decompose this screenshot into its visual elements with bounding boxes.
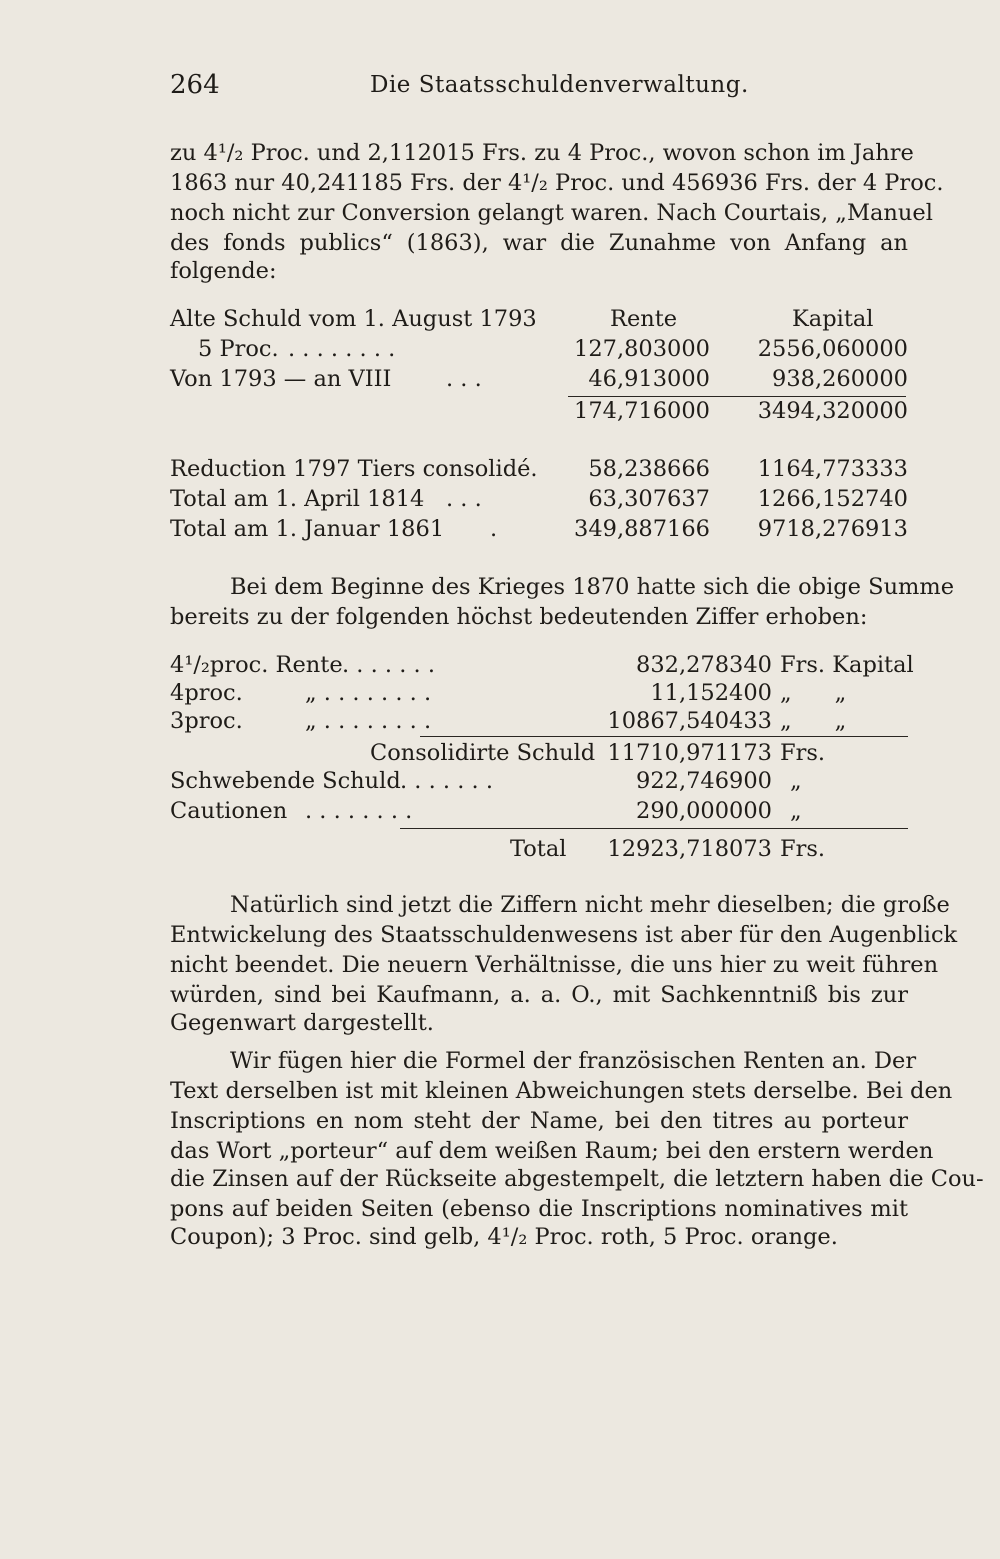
total-rule	[400, 828, 908, 829]
subtotal-rule	[420, 736, 908, 737]
table1-header-kapital: Kapital	[792, 306, 874, 332]
table1-row	[170, 334, 908, 364]
consolidated-unit: Frs.	[780, 740, 826, 766]
para3-line: Entwickelung des Staatsschuldenwesens ist aber für den Augenblick	[170, 922, 958, 948]
row-value: 290,000000	[636, 798, 772, 824]
table1-header-rente: Rente	[610, 306, 678, 332]
table1-row	[170, 514, 908, 544]
para1-line: des fonds publics“ (1863), war die Zunahme von Anfang an	[170, 230, 908, 256]
row-kapital: 1164,773333	[757, 456, 908, 482]
para1-line: noch nicht zur Conversion gelangt waren. Nach Courtais, „Manuel	[170, 200, 933, 226]
total-label: Total	[510, 836, 567, 862]
row-label: 3proc.	[170, 708, 243, 734]
row-rente: 63,307637	[588, 486, 710, 512]
para4-line: Text derselben ist mit kleinen Abweichungen stets derselbe. Bei den	[170, 1078, 953, 1104]
para3-line: würden, sind bei Kaufmann, a. a. O., mit Sachkenntniß bis zur	[170, 982, 908, 1008]
para1-line: folgende:	[170, 258, 277, 284]
para4-line: Inscriptions en nom steht der Name, bei den titres au porteur	[170, 1108, 908, 1134]
table2-row	[170, 678, 908, 708]
row-label: Cautionen	[170, 798, 288, 824]
row-rente: 127,803000	[574, 336, 710, 362]
row-leader: . . . . . . .	[400, 768, 493, 794]
row-leader: . . . . . . . .	[305, 798, 413, 824]
row-label: Von 1793 — an VIII	[170, 366, 392, 392]
total-value: 12923,718073	[607, 836, 772, 862]
row-kapital: 938,260000	[772, 366, 908, 392]
row-unit: „ „	[780, 708, 847, 734]
para4-line: Wir fügen hier die Formel der französischen Renten an. Der	[230, 1048, 917, 1074]
para4-line: das Wort „porteur“ auf dem weißen Raum; bei den erstern werden	[170, 1138, 934, 1164]
table2-consolidated-row	[170, 738, 908, 768]
page-header	[170, 70, 908, 110]
table2-row	[170, 766, 908, 796]
row-unit: Frs. Kapital	[780, 652, 914, 678]
row-label: 5 Proc.	[198, 336, 279, 362]
para1-line: zu 4¹/₂ Proc. und 2,112015 Frs. zu 4 Proc., wovon schon im Jahre	[170, 140, 914, 166]
row-label: Reduction 1797 Tiers consolidé.	[170, 456, 538, 482]
row-label: Total am 1. Januar 1861	[170, 516, 445, 542]
row-leader: . . . . . . .	[342, 652, 435, 678]
table1-row	[170, 484, 908, 514]
row-label: Schwebende Schuld	[170, 768, 401, 794]
table1-row	[170, 454, 908, 484]
row-unit: „	[790, 768, 802, 794]
page-number: 264	[170, 70, 220, 100]
para4-line: die Zinsen auf der Rückseite abgestempelt, die letztern haben die Cou-	[170, 1166, 984, 1192]
row-kapital: 1266,152740	[757, 486, 908, 512]
row-rente: 349,887166	[574, 516, 710, 542]
row-leader: .	[490, 516, 498, 542]
row-value: 922,746900	[636, 768, 772, 794]
para4-line: pons auf beiden Seiten (ebenso die Inscriptions nominatives mit	[170, 1196, 908, 1222]
row-label: Total am 1. April 1814	[170, 486, 425, 512]
row-kapital: 2556,060000	[757, 336, 908, 362]
para4-line: Coupon); 3 Proc. sind gelb, 4¹/₂ Proc. roth, 5 Proc. orange.	[170, 1224, 838, 1250]
running-title: Die Staatsschuldenverwaltung.	[370, 72, 749, 98]
table2-row	[170, 796, 908, 826]
para3-line: Gegenwart dargestellt.	[170, 1010, 434, 1036]
row-unit: „ „	[780, 680, 847, 706]
row-rente: 58,238666	[588, 456, 710, 482]
row-leader: „ . . . . . . . .	[305, 708, 432, 734]
sum-rente: 174,716000	[574, 398, 710, 424]
table1-header	[170, 304, 908, 334]
row-leader: . . .	[446, 366, 482, 392]
table1-row	[170, 364, 908, 394]
row-leader: . . .	[446, 486, 482, 512]
para2-line: Bei dem Beginne des Krieges 1870 hatte sich die obige Summe	[230, 574, 955, 600]
sum-kapital: 3494,320000	[757, 398, 908, 424]
row-unit: „	[790, 798, 802, 824]
table1-header-label: Alte Schuld vom 1. August 1793	[170, 306, 537, 332]
table1-sum-row	[170, 396, 908, 426]
row-value: 11,152400	[650, 680, 772, 706]
row-value: 10867,540433	[607, 708, 772, 734]
consolidated-value: 11710,971173	[607, 740, 772, 766]
row-label: 4¹/₂proc. Rente	[170, 652, 343, 678]
row-leader: . . . . . . . .	[288, 336, 396, 362]
row-value: 832,278340	[636, 652, 772, 678]
para3-line: Natürlich sind jetzt die Ziffern nicht mehr dieselben; die große	[230, 892, 950, 918]
row-leader: „ . . . . . . . .	[305, 680, 432, 706]
consolidated-label: Consolidirte Schuld	[370, 740, 596, 766]
row-rente: 46,913000	[588, 366, 710, 392]
para3-line: nicht beendet. Die neuern Verhältnisse, die uns hier zu weit führen	[170, 952, 939, 978]
para1-line: 1863 nur 40,241185 Frs. der 4¹/₂ Proc. und 456936 Frs. der 4 Proc.	[170, 170, 944, 196]
table2-row	[170, 650, 914, 680]
row-label: 4proc.	[170, 680, 243, 706]
table2-total-row	[170, 834, 908, 864]
table2-row	[170, 706, 908, 736]
row-kapital: 9718,276913	[757, 516, 908, 542]
para2-line: bereits zu der folgenden höchst bedeutenden Ziffer erhoben:	[170, 604, 868, 630]
total-unit: Frs.	[780, 836, 826, 862]
